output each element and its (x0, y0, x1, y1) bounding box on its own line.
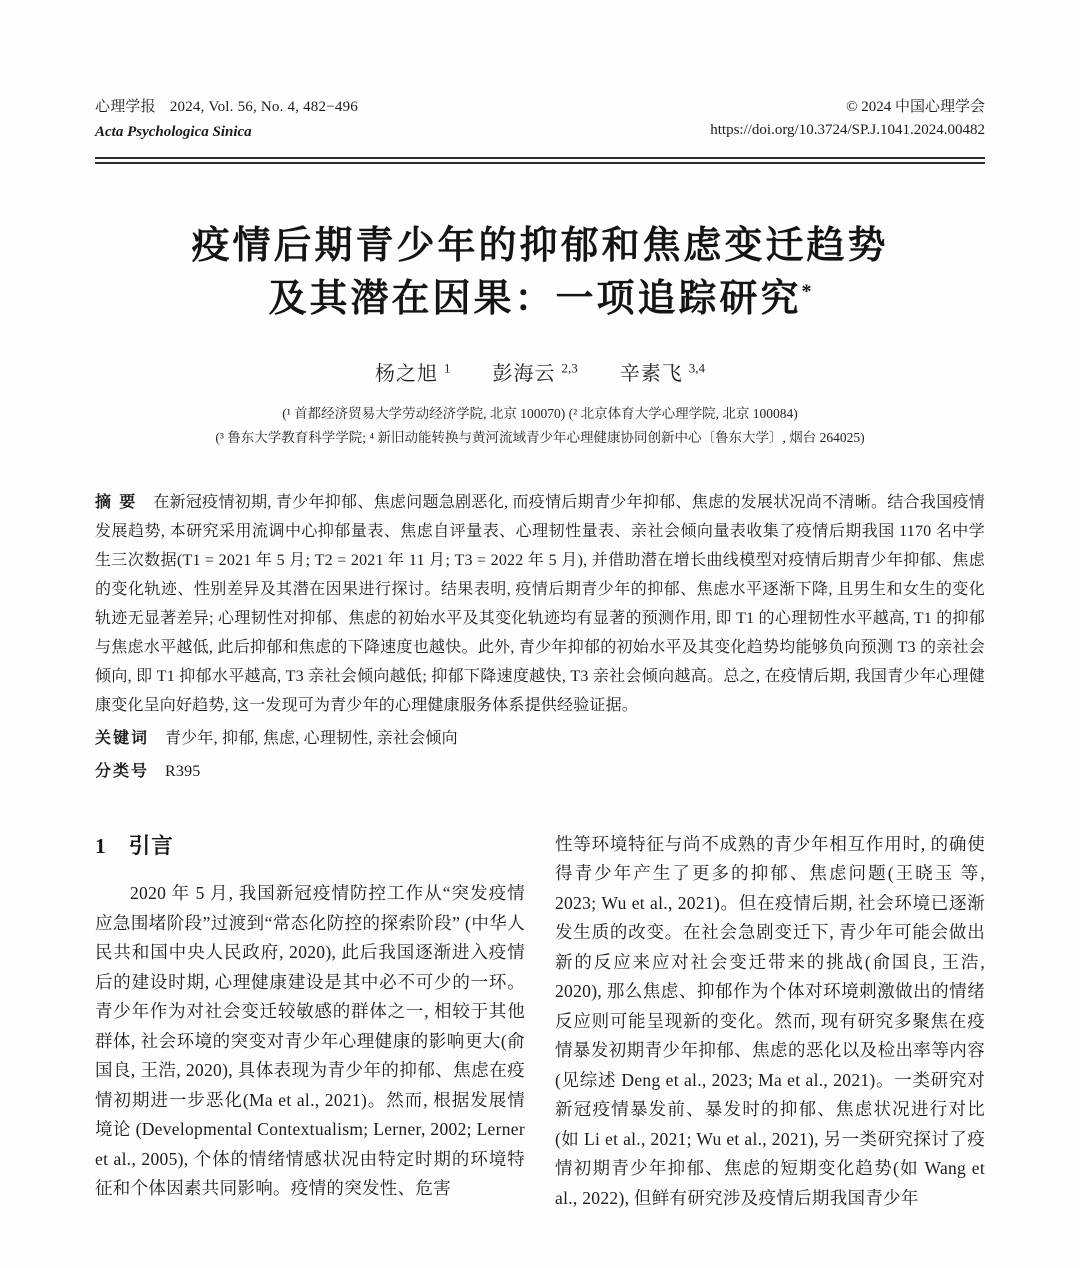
right-column (555, 830, 985, 1214)
paper-title (95, 220, 985, 328)
journal-name-en: Acta Psychologica Sinica (95, 124, 252, 141)
keywords-label: 关键词 (95, 729, 150, 747)
author (375, 360, 451, 386)
left-column (95, 830, 525, 1214)
keywords-line (95, 724, 985, 753)
journal-name-cn: 心理学报 (95, 99, 156, 115)
author (619, 360, 705, 386)
affiliation-block (95, 402, 985, 449)
classification-line (95, 757, 985, 786)
abstract-text: 在新冠疫情初期, 青少年抑郁、焦虑问题急剧恶化, 而疫情后期青少年抑郁、焦虑的发展状况尚不清晰。结合我国疫情发展趋势, 本研究采用流调中心抑郁量表、焦虑自评量表、心理韧性量表、亲社会倾向量表收集了疫情后期我国 1170 名中学生三次数据(T1 = 2021 年 5 月; T2 = 2021 年 11 月; T3 = 2022 年 5 月), 并借助潜在增长曲线模型对疫情后期青少年抑郁、焦虑的变化轨迹、性别差异及其潜在因果进行探讨。结果表明, 疫情后期青少年的抑郁、焦虑水平逐渐下降, 且男生和女生的变化轨迹无显著差异; 心理韧性对抑郁、焦虑的初始水平及其变化轨迹均有显著的预测作用, 即 T1 的心理韧性水平越高, T1 的抑郁与焦虑水平越低, 此后抑郁和焦虑的下降速度也越快。此外, 青少年抑郁的初始水平及其变化趋势均能够负向预测 T3 的亲社会倾向, 即 T1 抑郁水平越高, T3 亲社会倾向越低; 抑郁下降速度越快, T3 亲社会倾向越高。总之, 在疫情后期, 我国青少年心理健康变化呈向好趋势, 这一发现可为青少年的心理健康服务体系提供经验证据。 (95, 493, 985, 714)
author-affiliation-marker: 1 (444, 360, 451, 376)
author (492, 360, 578, 386)
paper-title-line2: 及其潜在因果：一项追踪研究 (268, 278, 802, 321)
classification-value: R395 (165, 762, 201, 780)
body-columns (95, 830, 985, 1214)
title-footnote-mark: * (801, 280, 812, 303)
author-list (95, 357, 985, 386)
journal-issue-info: 2024, Vol. 56, No. 4, 482−496 (169, 99, 358, 115)
section-number: 1 (95, 833, 107, 858)
affiliation-line: (³ 鲁东大学教育科学学院; ⁴ 新旧动能转换与黄河流域青少年心理健康协同创新中心〔鲁东大学〕, 烟台 264025) (215, 430, 865, 446)
affiliation-line: (¹ 首都经济贸易大学劳动经济学院, 北京 100070) (² 北京体育大学心理学院, 北京 100084) (282, 406, 798, 422)
body-paragraph: 性等环境特征与尚不成熟的青少年相互作用时, 的确使得青少年产生了更多的抑郁、焦虑问题(王晓玉 等, 2023; Wu et al., 2021)。但在疫情后期, 社会环境已逐渐发生质的改变。在社会急剧变迁下, 青少年可能会做出新的反应来应对社会变迁带来的挑战(俞国良, 王浩, 2020), 那么焦虑、抑郁作为个体对环境刺激做出的情绪反应则可能呈现新的变化。然而, 现有研究多聚焦在疫情暴发初期青少年抑郁、焦虑的恶化以及检出率等内容(见综述 Deng et al., 2023; Ma et al., 2021)。一类研究对新冠疫情暴发前、暴发时的抑郁、焦虑状况进行对比(如 Li et al., 2021; Wu et al., 2021), 另一类研究探讨了疫情初期青少年抑郁、焦虑的短期变化趋势(如 Wang et al., 2022), 但鲜有研究涉及疫情后期我国青少年 (555, 833, 985, 1208)
header-divider (95, 157, 985, 164)
abstract-section (95, 488, 985, 786)
author-affiliation-marker: 2,3 (561, 360, 578, 376)
journal-issue-line (95, 96, 358, 119)
section-title: 引言 (128, 833, 174, 858)
author-name: 彭海云 (492, 363, 556, 386)
doi-text: https://doi.org/10.3724/SP.J.1041.2024.00482 (710, 122, 985, 139)
classification-label: 分类号 (95, 762, 150, 780)
body-paragraph: 2020 年 5 月, 我国新冠疫情防控工作从“突发疫情应急围堵阶段”过渡到“常态化防控的探索阶段” (中华人民共和国中央人民政府, 2020), 此后我国逐渐进入疫情后的建设时期, 心理健康建设是其中必不可少的一环。青少年作为对社会变迁较敏感的群体之一, 相较于其他群体, 社会环境的突变对青少年心理健康的影响更大(俞国良, 王浩, 2020), 具体表现为青少年的抑郁、焦虑在疫情初期进一步恶化(Ma et al., 2021)。然而, 根据发展情境论 (Developmental Contextualism; Lerner, 2002; Lerner et al., 2005), 个体的情绪情感状况由特定时期的环境特征和个体因素共同影响。疫情的突发性、危害 (95, 883, 525, 1199)
paper-title-line1: 疫情后期青少年的抑郁和焦虑变迁趋势 (191, 224, 889, 267)
masthead-right (710, 96, 985, 143)
author-name: 杨之旭 (375, 363, 438, 386)
keywords-text: 青少年, 抑郁, 焦虑, 心理韧性, 亲社会倾向 (165, 729, 458, 747)
abstract-paragraph (95, 488, 985, 720)
abstract-label: 摘 要 (95, 493, 138, 511)
section-heading (95, 832, 525, 862)
author-name: 辛素飞 (619, 363, 683, 386)
copyright-notice: © 2024 中国心理学会 (846, 99, 985, 115)
author-affiliation-marker: 3,4 (688, 360, 705, 376)
journal-masthead (95, 96, 985, 145)
masthead-left (95, 96, 358, 145)
